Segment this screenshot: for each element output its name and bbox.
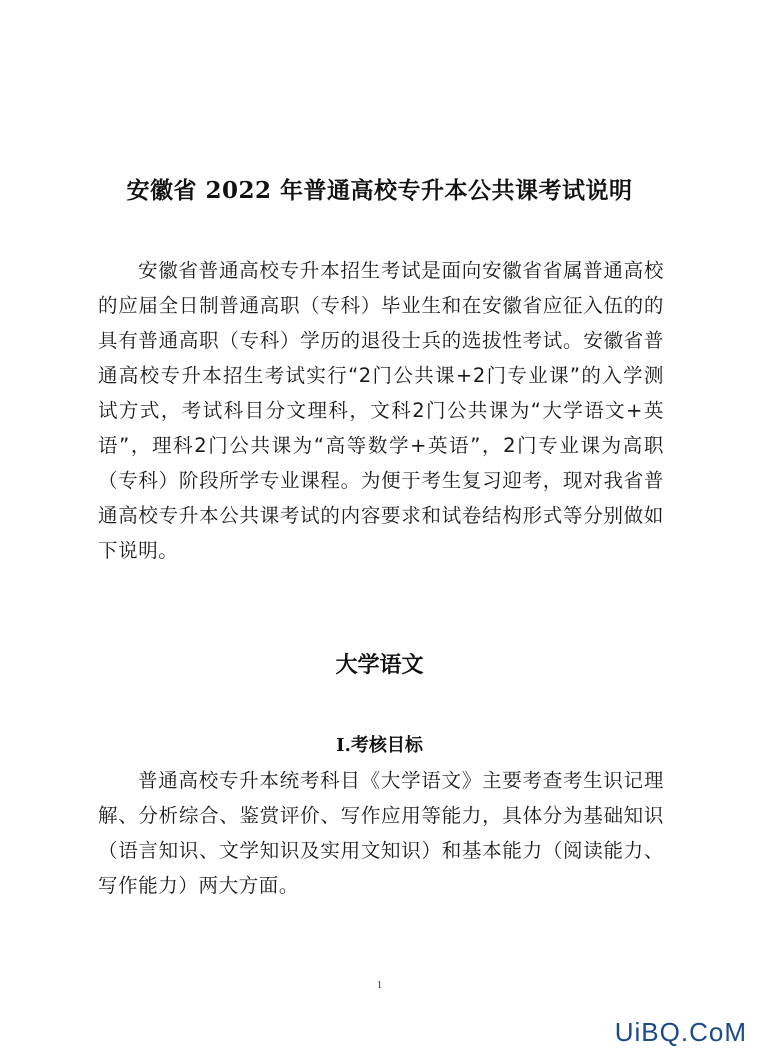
- section-heading: 大学语文: [335, 652, 424, 678]
- watermark-logo: UiBQ.CoM: [614, 1017, 747, 1047]
- subsection-heading: I.考核目标: [336, 735, 423, 756]
- intro-paragraph: 安徽省普通高校专升本招生考试是面向安徽省省属普通高校的应届全日制普通高职（专科）毕业生和在安徽省应征入伍的的具有普通高职（专科）学历的退役士兵的选拔性考试。安徽省普通高校专升本招生考试实行“2门公共课+2门专业课”的入学测试方式，考试科目分文理科，文科2门公共课为“大学语文+英语”，理科2门公共课为“高等数学+英语”，2门专业课为高职（专科）阶段所学专业课程。为便于考生复习迎考，现对我省普通高校专升本公共课考试的内容要求和试卷结构形式等分别做如下说明。: [98, 259, 664, 562]
- page-number: 1: [376, 979, 383, 991]
- document-title: 安徽省 2022 年普通高校专升本公共课考试说明: [126, 177, 633, 204]
- goal-paragraph: 普通高校专升本统考科目《大学语文》主要考查考生识记理解、分析综合、鉴赏评价、写作应用等能力，具体分为基础知识（语言知识、文学知识及实用文知识）和基本能力（阅读能力、写作能力）两大方面。: [98, 769, 664, 897]
